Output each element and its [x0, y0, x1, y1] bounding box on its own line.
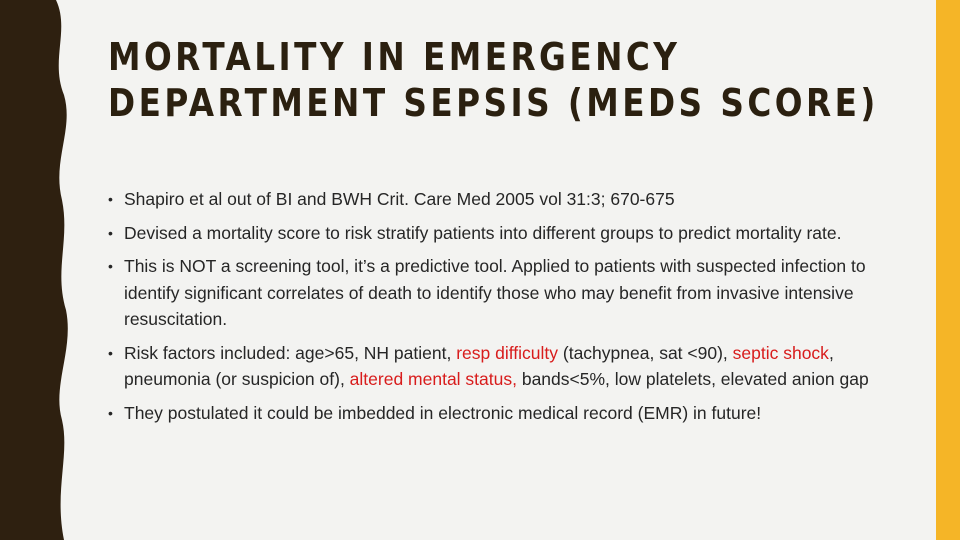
- right-accent-bar: [936, 0, 960, 540]
- risk-text-1: Risk factors included: age>65, NH patient,: [124, 342, 457, 363]
- risk-text-3: , pneumonia (or suspicion of),: [124, 342, 834, 389]
- bullet-not-screening: • This is NOT a screening tool, it’s a predictive tool. Applied to patients with suspected infection to identify significant correlates of death to identify those who may benefit from invasive intensive resuscitation.: [108, 253, 898, 333]
- title-line-2: DEPARTMENT SEPSIS (MEDS SCORE): [108, 81, 879, 125]
- left-band-shape: [0, 0, 68, 540]
- slide-title: [108, 34, 879, 126]
- risk-text-4: bands<5%, low platelets, elevated anion gap: [516, 369, 869, 389]
- bullet-list: [108, 186, 898, 433]
- bullet-risk-factors: [108, 340, 898, 393]
- risk-highlight-resp-difficulty: resp difficulty: [456, 342, 559, 363]
- bullet-citation: • Shapiro et al out of BI and BWH Crit. Care Med 2005 vol 31:3; 670-675: [108, 186, 898, 213]
- risk-text-2: (tachypnea, sat <90),: [558, 342, 733, 363]
- bullet-emr: • They postulated it could be imbedded in electronic medical record (EMR) in future!: [108, 400, 898, 427]
- risk-highlight-septic-shock: septic shock: [732, 342, 829, 363]
- title-line-1: MORTALITY IN EMERGENCY: [108, 35, 681, 79]
- left-decorative-band: [0, 0, 72, 540]
- risk-highlight-altered-mental-status: altered mental status,: [349, 369, 517, 389]
- bullet-score-purpose: • Devised a mortality score to risk stratify patients into different groups to predict mortality rate.: [108, 220, 898, 247]
